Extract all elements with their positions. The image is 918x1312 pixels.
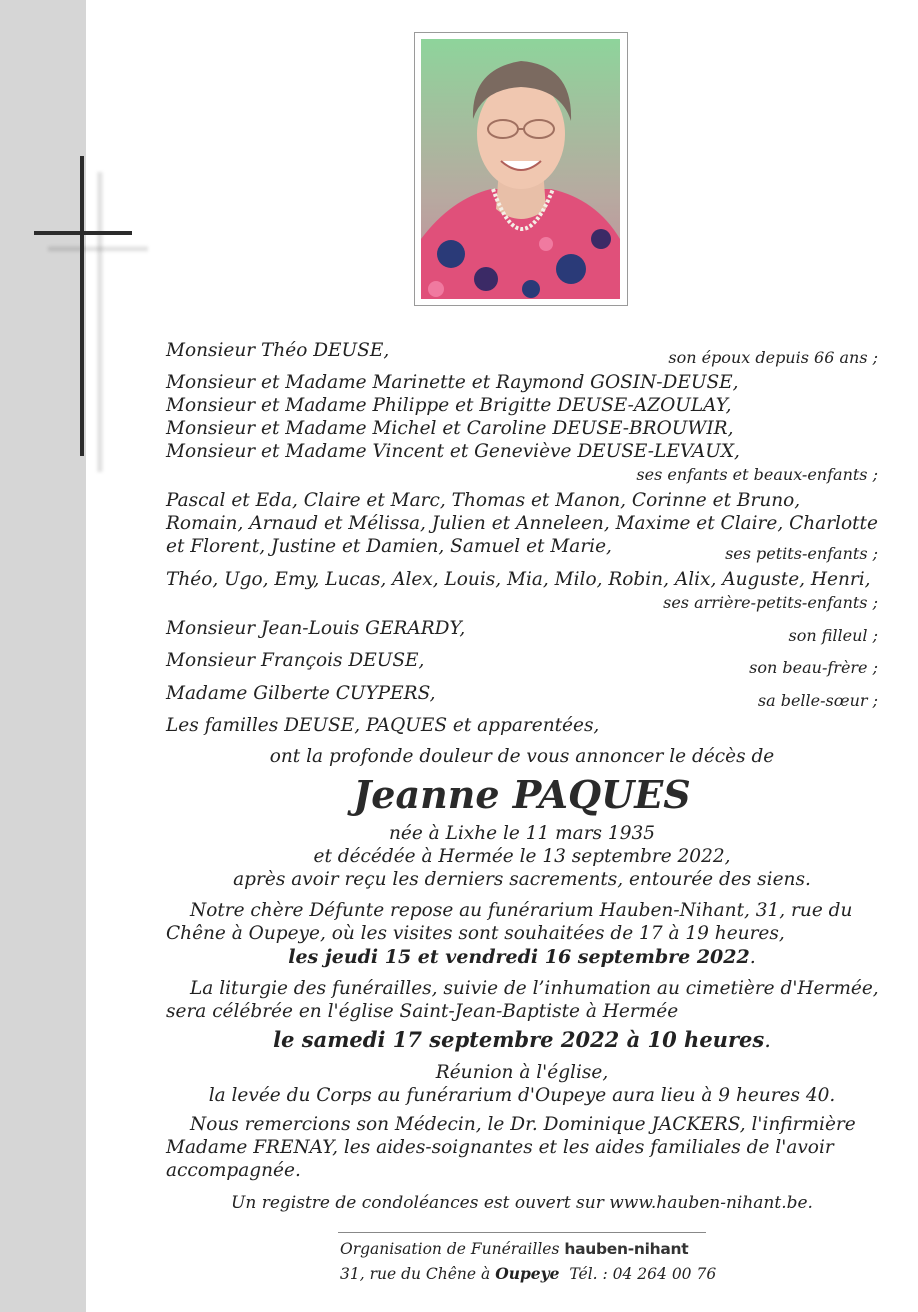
child-line: Monsieur et Madame Philippe et Brigitte DEUSE-AZOULAY, — [166, 395, 732, 416]
godson-name: Monsieur Jean-Louis GERARDY, — [166, 618, 466, 639]
portrait-photo — [421, 39, 620, 299]
thanks-line: accompagnée. — [166, 1160, 301, 1181]
grandchildren-line: Pascal et Eda, Claire et Marc, Thomas et Manon, Corinne et Bruno, — [166, 490, 801, 511]
portrait-frame — [414, 32, 628, 306]
godson-role: son filleul ; — [788, 626, 878, 645]
brand-logo: hauben-nihant — [564, 1240, 689, 1258]
child-line: Monsieur et Madame Vincent et Geneviève DEUSE-LEVAUX, — [166, 441, 740, 462]
brother-in-law-role: son beau-frère ; — [749, 658, 878, 677]
death-line: et décédée à Hermée le 13 septembre 2022, — [313, 846, 731, 867]
spouse-name: Monsieur Théo DEUSE, — [166, 340, 390, 361]
visitation-line: Chêne à Oupeye, où les visites sont souhaitées de 17 à 19 heures, — [166, 923, 785, 944]
sister-in-law-name: Madame Gilberte CUYPERS, — [166, 683, 436, 704]
footer-address-prefix: 31, rue du Chêne à — [340, 1265, 491, 1283]
child-line: Monsieur et Madame Michel et Caroline DEUSE-BROUWIR, — [166, 418, 734, 439]
liturgy-date — [166, 1027, 878, 1052]
grandchildren-role: ses petits-enfants ; — [725, 544, 878, 563]
thanks-line: Nous remercions son Médecin, le Dr. Dominique JACKERS, l'infirmière — [190, 1114, 856, 1135]
liturgy-line: sera célébrée en l'église Saint-Jean-Baptiste à Hermée — [166, 1001, 679, 1022]
cross-shadow-bar — [48, 246, 148, 252]
grandchildren-line: Romain, Arnaud et Mélissa, Julien et Anneleen, Maxime et Claire, Charlotte — [166, 513, 878, 534]
cross-icon — [80, 156, 84, 456]
liturgy-date-text: le samedi 17 septembre 2022 à 10 heures — [273, 1027, 765, 1052]
birth-line: née à Lixhe le 11 mars 1935 — [388, 823, 656, 844]
deceased-name: Jeanne PAQUES — [353, 772, 691, 817]
spouse-role: son époux depuis 66 ans ; — [668, 348, 878, 367]
liturgy-line: La liturgie des funérailles, suivie de l’inhumation au cimetière d'Hermée, — [190, 978, 879, 999]
visitation-line: Notre chère Défunte repose au funérarium Hauben-Nihant, 31, rue du — [190, 900, 853, 921]
families-line: Les familles DEUSE, PAQUES et apparentées, — [166, 715, 600, 736]
footer-divider — [338, 1232, 706, 1233]
footer-phone: Tél. : 04 264 00 76 — [569, 1265, 717, 1283]
great-grandchildren-role: ses arrière-petits-enfants ; — [663, 593, 878, 612]
departure-line: la levée du Corps au funérarium d'Oupeye aura lieu à 9 heures 40. — [208, 1085, 836, 1106]
child-line: Monsieur et Madame Marinette et Raymond GOSIN-DEUSE, — [166, 372, 739, 393]
liturgy-date-end: . — [764, 1028, 771, 1052]
brother-in-law-name: Monsieur François DEUSE, — [166, 650, 425, 671]
portrait-illustration — [421, 39, 620, 299]
cross-shadow — [97, 172, 103, 472]
visitation-dates-end: . — [749, 946, 756, 968]
children-role: ses enfants et beaux-enfants ; — [636, 465, 878, 484]
condolence-register: Un registre de condoléances est ouvert sur www.hauben-nihant.be. — [231, 1193, 813, 1213]
announcement: ont la profonde douleur de vous annoncer le décès de — [269, 746, 775, 767]
footer-org-prefix: Organisation de Funérailles — [340, 1240, 560, 1258]
grandchildren-line: et Florent, Justine et Damien, Samuel et Marie, — [166, 536, 612, 557]
footer-organisation — [340, 1240, 688, 1258]
sacraments-line: après avoir reçu les derniers sacrements, entourée des siens. — [233, 869, 811, 890]
visitation-dates — [166, 946, 878, 968]
meeting-line: Réunion à l'église, — [435, 1062, 609, 1083]
great-grandchildren-line: Théo, Ugo, Emy, Lucas, Alex, Louis, Mia, Milo, Robin, Alix, Auguste, Henri, — [166, 569, 871, 590]
thanks-line: Madame FRENAY, les aides-soignantes et les aides familiales de l'avoir — [166, 1137, 834, 1158]
sister-in-law-role: sa belle-sœur ; — [757, 691, 878, 710]
footer-town: Oupeye — [495, 1264, 560, 1283]
cross-icon-bar — [34, 231, 132, 235]
left-sidebar-band — [0, 0, 86, 1312]
footer-address — [340, 1264, 716, 1283]
visitation-dates-text: les jeudi 15 et vendredi 16 septembre 2022 — [288, 946, 750, 968]
